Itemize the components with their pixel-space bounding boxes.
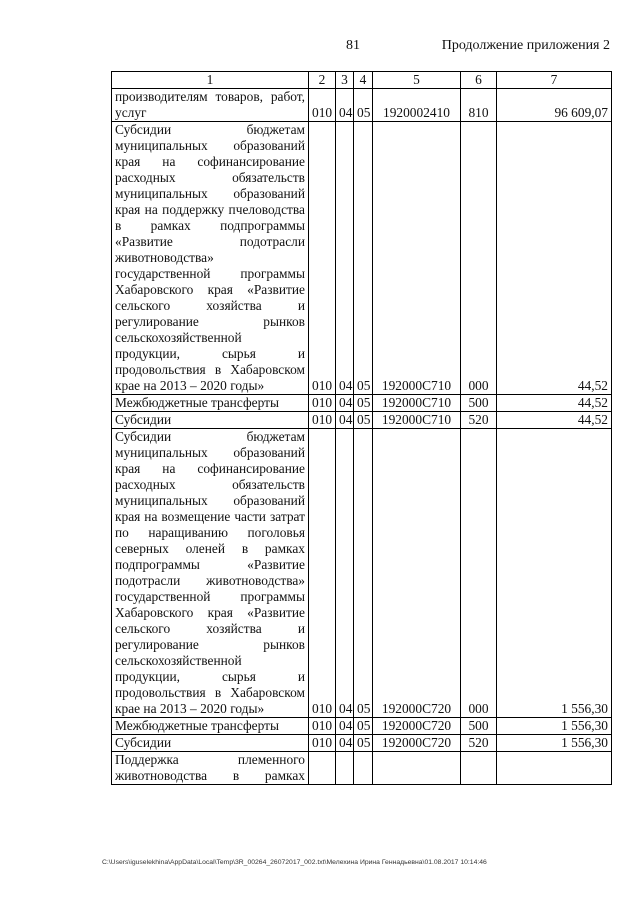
cell-code [354,752,373,785]
row-description: Межбюджетные трансферты [112,718,309,735]
row-description: Поддержка племенного животноводства в рамках [112,752,309,785]
cell-code: 520 [461,412,497,429]
cell-code: 05 [354,89,373,122]
cell-code: 192000С720 [373,429,461,718]
column-number: 3 [336,72,354,89]
table-row [112,412,612,429]
cell-code: 05 [354,412,373,429]
row-description: Субсидии бюджетам муниципальных образований края на софинансирование расходных обязательств муниципальных образований края на возмещение части затрат по наращиванию поголовья северных оленей в рамках подпрограммы «Развитие подотрасли животноводства» государственной программы Хабаровского края «Развитие сельского хозяйства и регулирование рынков сельскохозяйственной продукции, сырья и продовольствия в Хабаровском крае на 2013 – 2020 годы» [112,429,309,718]
cell-code: 010 [309,718,336,735]
cell-code: 010 [309,122,336,395]
table-row [112,752,612,785]
table-row [112,395,612,412]
cell-code: 010 [309,412,336,429]
cell-code: 05 [354,735,373,752]
row-description: Субсидии [112,735,309,752]
column-number-row [112,72,612,89]
row-description: Субсидии [112,412,309,429]
file-path-footer: C:\Users\iguselekhina\AppData\Local\Temp\3R_00264_26072017_002.txt\Мелехина Ирина Геннадьевна\01.08.2017 10:14:46 [102,859,487,866]
cell-code: 05 [354,429,373,718]
column-number: 4 [354,72,373,89]
cell-amount [497,752,612,785]
cell-code: 500 [461,718,497,735]
cell-code: 810 [461,89,497,122]
cell-code: 05 [354,718,373,735]
continuation-label: Продолжение приложения 2 [441,38,610,53]
column-number: 2 [309,72,336,89]
cell-code: 04 [336,122,354,395]
row-description: производителям товаров, работ, услуг [112,89,309,122]
cell-code: 010 [309,735,336,752]
column-number: 6 [461,72,497,89]
cell-amount: 44,52 [497,395,612,412]
cell-code: 010 [309,395,336,412]
cell-code [373,752,461,785]
cell-code: 192000С710 [373,412,461,429]
cell-code: 04 [336,735,354,752]
cell-code: 500 [461,395,497,412]
cell-amount: 96 609,07 [497,89,612,122]
cell-code: 192000С720 [373,735,461,752]
column-number: 7 [497,72,612,89]
cell-code: 04 [336,718,354,735]
cell-code: 000 [461,122,497,395]
column-number: 5 [373,72,461,89]
cell-amount: 44,52 [497,412,612,429]
cell-code: 05 [354,122,373,395]
cell-code: 04 [336,89,354,122]
cell-code: 520 [461,735,497,752]
row-description: Межбюджетные трансферты [112,395,309,412]
cell-amount: 1 556,30 [497,429,612,718]
cell-code: 010 [309,89,336,122]
cell-amount: 44,52 [497,122,612,395]
cell-amount: 1 556,30 [497,718,612,735]
cell-code: 04 [336,429,354,718]
budget-table [111,71,612,785]
cell-code: 192000С710 [373,395,461,412]
cell-code [336,752,354,785]
cell-code: 1920002410 [373,89,461,122]
cell-code: 05 [354,395,373,412]
cell-amount: 1 556,30 [497,735,612,752]
table-row [112,429,612,718]
page-number: 81 [346,38,360,53]
cell-code: 192000С720 [373,718,461,735]
table-row [112,718,612,735]
row-description: Субсидии бюджетам муниципальных образований края на софинансирование расходных обязательств муниципальных образований края на поддержку пчеловодства в рамках подпрограммы «Развитие подотрасли животноводства» государственной программы Хабаровского края «Развитие сельского хозяйства и регулирование рынков сельскохозяйственной продукции, сырья и продовольствия в Хабаровском крае на 2013 – 2020 годы» [112,122,309,395]
table-row [112,89,612,122]
column-number: 1 [112,72,309,89]
cell-code: 010 [309,429,336,718]
cell-code: 000 [461,429,497,718]
table-row [112,122,612,395]
cell-code [309,752,336,785]
cell-code: 04 [336,412,354,429]
table-row [112,735,612,752]
cell-code: 192000С710 [373,122,461,395]
cell-code [461,752,497,785]
cell-code: 04 [336,395,354,412]
